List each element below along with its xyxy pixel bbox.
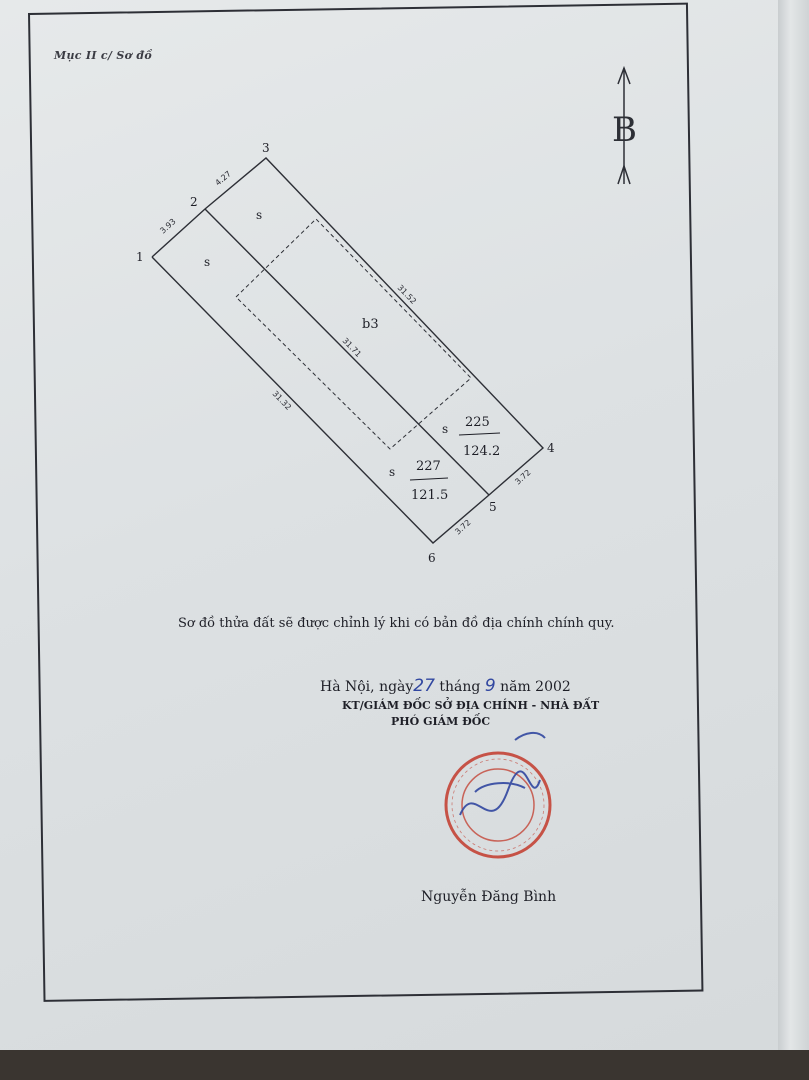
- parcel-b-area: 121.5: [411, 488, 449, 503]
- signer-name: Nguyễn Đăng Bình: [421, 889, 557, 905]
- diagram-note: Sơ đồ thửa đất sẽ được chỉnh lý khi có bản đồ địa chính chính quy.: [178, 616, 615, 631]
- edge-mid-length: 31.71: [340, 336, 363, 359]
- point-2-label: 2: [190, 195, 198, 209]
- section-label: Mục II c/ Sơ đồ: [54, 49, 153, 62]
- official-stamp: [420, 720, 580, 860]
- date-prefix: Hà Nội, ngày: [320, 679, 414, 695]
- date-month-label: tháng: [439, 679, 481, 695]
- point-6-label: 6: [428, 551, 436, 565]
- edge-56-length: 3.72: [453, 517, 473, 537]
- point-1-label: 1: [136, 250, 144, 264]
- point-5-label: 5: [489, 500, 497, 514]
- s-marker-3: s: [442, 422, 449, 436]
- north-letter: B: [612, 110, 637, 150]
- edge-45-length: 3.72: [513, 467, 533, 487]
- parcel-outline: [152, 158, 543, 543]
- signer-title: KT/GIÁM ĐỐC SỞ ĐỊA CHÍNH - NHÀ ĐẤT: [342, 699, 600, 712]
- date-year: năm 2002: [500, 679, 571, 695]
- edge-12-length: 3.93: [158, 216, 178, 236]
- edge-61-length: 31.32: [270, 389, 293, 412]
- parcel-b-number: 227: [416, 459, 441, 474]
- s-marker-1: s: [204, 255, 211, 269]
- s-marker-4: s: [389, 465, 396, 479]
- s-marker-2: s: [256, 208, 263, 222]
- parcel-a-number: 225: [465, 415, 490, 430]
- building-label: b3: [362, 317, 379, 332]
- parcel-divider-line: [205, 209, 489, 495]
- edge-23-length: 4.27: [213, 169, 233, 188]
- date-month: 9: [484, 676, 496, 696]
- signer-subtitle: PHÓ GIÁM ĐỐC: [391, 715, 491, 728]
- date-day: 27: [413, 676, 435, 696]
- point-4-label: 4: [547, 441, 555, 455]
- parcel-a-area: 124.2: [463, 444, 501, 459]
- building-outline: [236, 219, 471, 449]
- point-3-label: 3: [262, 141, 270, 155]
- date-line: [320, 676, 571, 696]
- edge-34-length: 31.52: [395, 283, 418, 306]
